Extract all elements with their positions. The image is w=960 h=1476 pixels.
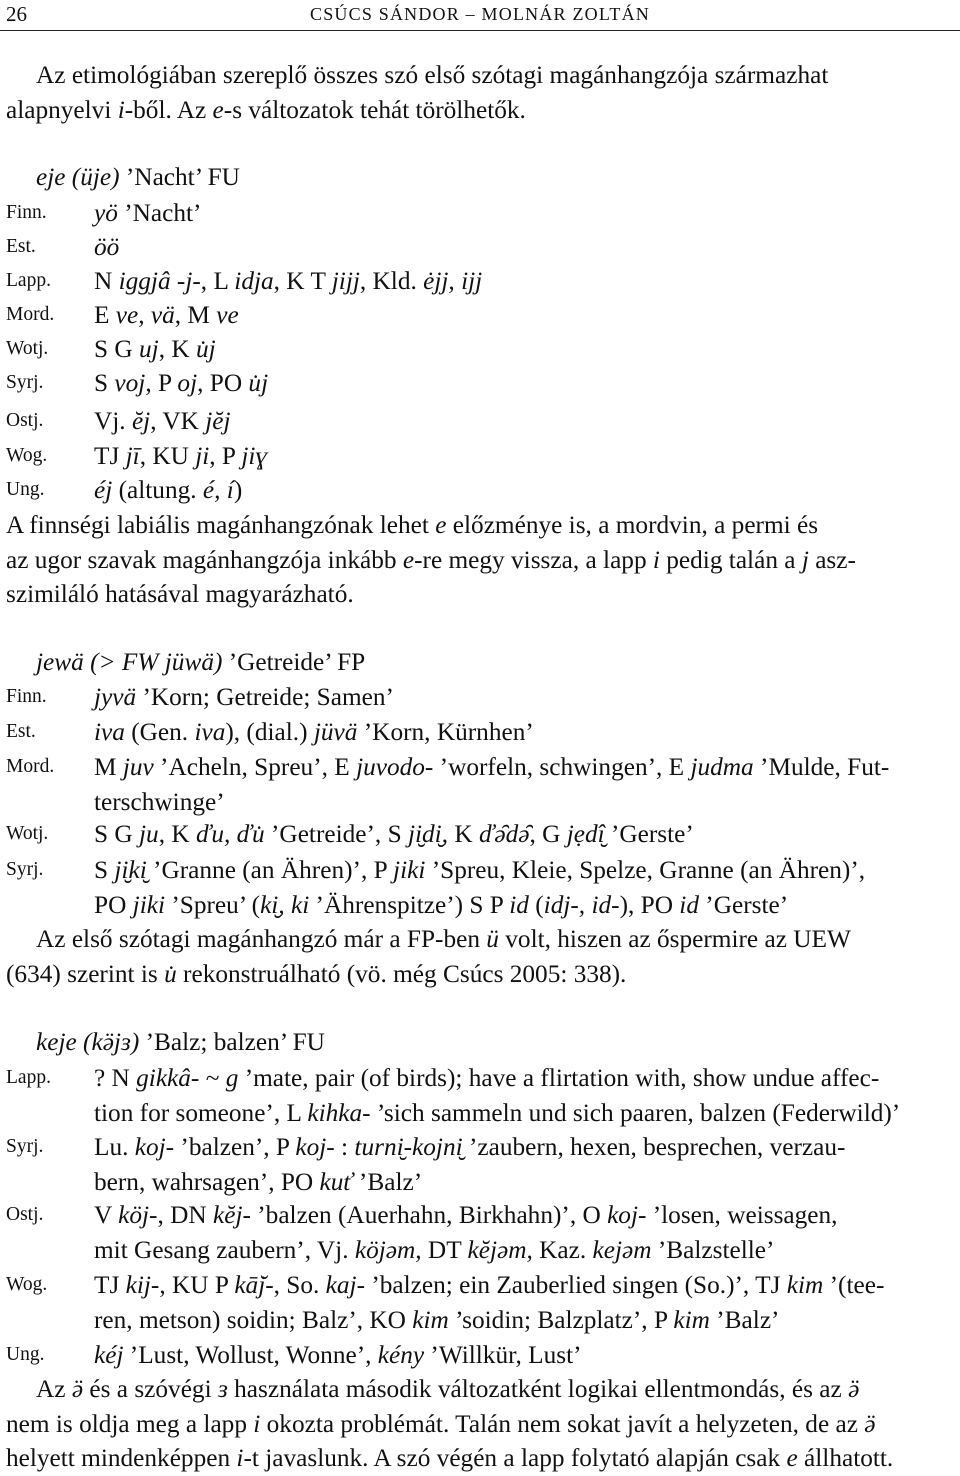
lang-row-ung: [6, 473, 952, 508]
form: turni̮-kojni̮: [354, 1133, 463, 1161]
language-label: Syrj.: [6, 1136, 44, 1157]
form: ďə̑də̑: [478, 820, 530, 848]
form: idj-, id-: [543, 890, 620, 919]
text: ’Acheln, Spreu’, E: [153, 753, 357, 781]
text: , G: [529, 820, 567, 848]
form: voj: [114, 369, 146, 397]
text: ’soidin; Balzplatz’, P: [448, 1305, 674, 1334]
text: ’sich sammeln und sich paaren, balzen (Federwild)’: [370, 1098, 901, 1127]
text: M: [94, 753, 123, 781]
text: A finnségi labiális magánhangzónak lehet: [6, 511, 436, 539]
text: , K T: [273, 267, 332, 295]
text: ’Spreu, Kleie, Spelze, Granne (an Ähren)’,: [425, 856, 866, 884]
text: terschwinge’: [94, 787, 225, 816]
text: (altung.: [112, 476, 203, 504]
text: ’Lust, Wollust, Wonne’,: [123, 1341, 378, 1369]
form: u̇j: [248, 369, 269, 397]
language-label: Syrj.: [6, 859, 44, 880]
text: (Gen.: [124, 718, 195, 746]
language-label: Wog.: [6, 1274, 48, 1295]
form: jijj: [331, 267, 360, 295]
lang-row-lapp: [6, 1061, 952, 1130]
form: ji̮di̮: [407, 820, 442, 848]
form: ėjj, ijj: [423, 267, 483, 295]
lang-row-wog: [6, 439, 952, 474]
lang-row-wotj: [6, 332, 952, 367]
form: juvodo-: [356, 753, 434, 781]
text: ’balzen’, P: [174, 1133, 296, 1161]
text: :: [334, 1133, 355, 1161]
language-label: Wotj.: [6, 338, 49, 359]
form: judma: [690, 753, 754, 781]
text: ’Spreu’ (: [165, 890, 261, 919]
lang-row-ung: [6, 1338, 952, 1373]
text: ’mate, pair (of birds); have a flirtation with, show undue affec-: [238, 1064, 880, 1092]
form: iggjâ -j-: [118, 267, 201, 295]
text: e: [212, 95, 224, 124]
text: e: [435, 511, 447, 539]
text: ӛ: [864, 1409, 876, 1438]
text: e: [402, 545, 415, 574]
form: jiɣ: [241, 442, 268, 470]
gloss: ’Nacht’ FU: [119, 163, 240, 191]
form: ju: [139, 820, 159, 848]
form: kĕj-: [213, 1201, 251, 1229]
form: juv: [122, 753, 154, 781]
text: előzménye is, a mordvin, a permi és: [446, 511, 819, 539]
text: helyett mindenképpen: [6, 1444, 237, 1472]
text: -t javaslunk. A szó végén a lapp folytató alapján csak: [243, 1444, 787, 1472]
text: Vj.: [94, 407, 132, 435]
form: ji̮ki̮: [114, 856, 147, 884]
form: jiki: [393, 856, 426, 884]
headword: keje (kӛjɜ): [36, 1028, 140, 1056]
text: ü: [486, 925, 499, 953]
text: , K: [158, 335, 196, 363]
text: alapnyelvi: [6, 95, 118, 124]
lang-row-mord: [6, 298, 952, 333]
text: i: [253, 1409, 261, 1438]
text: u̇: [164, 959, 177, 988]
form: ji: [195, 442, 210, 470]
intro-line-1: Az etimológiában szereplő összes szó első szótagi magánhangzója származhat: [36, 61, 829, 89]
text: szimiláló hatásával magyarázható.: [6, 580, 354, 608]
text: nem is oldja meg a lapp: [6, 1409, 254, 1438]
text: pedig talán a: [659, 545, 802, 574]
lang-row-mord: [6, 750, 952, 819]
text: rekonstruálható (vö. még Csúcs 2005: 338).: [176, 959, 627, 988]
text: ): [233, 476, 243, 504]
page-number: 26: [6, 2, 27, 26]
text: ’(tee-: [823, 1271, 885, 1299]
text: , K: [158, 820, 196, 848]
text: E: [94, 301, 116, 329]
form: koj-: [295, 1133, 335, 1161]
gloss: ’Korn; Getreide; Samen’: [136, 683, 394, 711]
gloss: ’Korn, Kürnhen’: [357, 718, 534, 746]
form: jüvä: [313, 718, 358, 746]
form: u̇j: [195, 335, 216, 363]
text: Az első szótagi magánhangzó már a FP-ben: [36, 925, 487, 953]
text: az ugor szavak magánhangzója inkább: [6, 545, 403, 574]
language-label: Ung.: [6, 479, 45, 500]
form: id: [679, 890, 699, 919]
gloss: ’Balz’: [709, 1305, 780, 1334]
text: i: [236, 1444, 244, 1472]
form: iva: [94, 718, 125, 746]
comment-paragraph-2: [6, 922, 952, 991]
form: kéj: [94, 1341, 124, 1369]
form: köjəm,: [354, 1235, 422, 1264]
text: Lu.: [94, 1133, 135, 1161]
text: állhatott.: [797, 1444, 894, 1472]
text: S: [94, 369, 115, 397]
form: ve, vä: [115, 301, 175, 329]
lang-row-ostj: [6, 1198, 952, 1267]
text: ren, metson) soidin; Balz’, KO: [94, 1305, 413, 1334]
text: Az: [36, 1375, 72, 1403]
text: mit Gesang zaubern’, Vj.: [94, 1235, 355, 1264]
text: használata második változatként logikai ellentmondás, és az: [227, 1375, 849, 1403]
text: ӛ: [848, 1375, 860, 1403]
text: (634) szerint is: [6, 959, 165, 988]
text: -s változatok tehát törölhetők.: [223, 95, 526, 124]
lang-row-syrj: [6, 366, 952, 401]
gloss: ’Balz’: [352, 1167, 423, 1196]
lang-row-wog: [6, 1268, 952, 1337]
text: ’Mulde, Fut-: [753, 753, 890, 781]
form: jī: [125, 442, 140, 470]
text: DT: [421, 1235, 468, 1264]
gloss: ’Gerste’: [698, 890, 789, 919]
text: -ből. Az: [124, 95, 213, 124]
form: kim: [412, 1305, 449, 1334]
lang-row-syrj: [6, 1130, 952, 1199]
form: jĕj: [205, 407, 231, 435]
text: ’zaubern, hexen, besprechen, verzau-: [462, 1133, 846, 1161]
text: és a szóvégi: [83, 1375, 218, 1403]
text: , VK: [150, 407, 206, 435]
form: id: [509, 890, 529, 919]
text: (: [528, 890, 544, 919]
form: éj: [94, 476, 113, 504]
language-label: Finn.: [6, 202, 47, 223]
gloss: ’Gerste’: [604, 820, 694, 848]
text: TJ: [94, 1271, 126, 1299]
language-label: Est.: [6, 721, 36, 742]
form: ďu, ďu̇: [195, 820, 265, 848]
language-label: Finn.: [6, 686, 47, 707]
intro-paragraph: [6, 58, 952, 127]
language-label: Est.: [6, 236, 36, 257]
text: e: [786, 1444, 798, 1472]
form: öö: [94, 233, 120, 261]
form: köj-: [118, 1201, 158, 1229]
lang-row-ostj: [6, 404, 952, 439]
text: -re megy vissza, a lapp: [414, 545, 653, 574]
entry-headword-jewa: [36, 645, 365, 679]
form: kim: [786, 1271, 824, 1299]
text: , KU: [139, 442, 196, 470]
language-label: Lapp.: [6, 1067, 51, 1088]
text: Kaz.: [532, 1235, 593, 1264]
lang-row-finn: [6, 196, 952, 231]
text: ɜ: [217, 1375, 228, 1403]
text: , KU P: [159, 1271, 235, 1299]
text: bern, wahrsagen’, PO: [94, 1167, 320, 1196]
gloss: ’Getreide’ FP: [222, 648, 366, 676]
text: TJ: [94, 442, 126, 470]
text: ’balzen (Auerhahn, Birkhahn)’, O: [250, 1201, 608, 1229]
text: , DN: [157, 1201, 213, 1229]
text: asz-: [808, 545, 856, 574]
form: ki̮, ki: [260, 890, 310, 919]
lang-row-lapp: [6, 264, 952, 299]
text: , P: [145, 369, 178, 397]
headword: jewä (> FW jüwä): [36, 648, 223, 676]
lang-row-syrj: [6, 853, 952, 922]
comment-paragraph-3: [6, 1372, 952, 1476]
text: S G: [94, 335, 139, 363]
form: jẹdî̮: [566, 820, 605, 848]
language-label: Ostj.: [6, 1204, 44, 1225]
text: j: [801, 545, 809, 574]
text: , K: [441, 820, 479, 848]
text: , Kld.: [359, 267, 424, 295]
lang-row-finn: [6, 680, 952, 715]
lang-row-wotj: [6, 817, 952, 852]
form: koj-: [607, 1201, 647, 1229]
text: okozta problémát. Talán nem sokat javít a helyzeten, de az: [260, 1409, 865, 1438]
text: ӛ: [71, 1375, 84, 1403]
text: i: [652, 545, 660, 574]
text: , P: [209, 442, 242, 470]
form: ĕj: [131, 407, 151, 435]
language-label: Mord.: [6, 304, 55, 325]
form: yö: [94, 199, 118, 227]
headword: eje (üje): [36, 163, 120, 191]
form: koj-: [134, 1133, 175, 1161]
form: kā̆j-: [234, 1271, 274, 1299]
language-label: Syrj.: [6, 372, 44, 393]
form: ve: [216, 301, 239, 329]
text: , M: [174, 301, 217, 329]
text: ? N: [94, 1064, 137, 1092]
form: kuť: [319, 1167, 353, 1196]
text: ’Ährenspitze’) S P: [309, 890, 510, 919]
text: ’losen, weissagen,: [646, 1201, 838, 1229]
running-title: CSÚCS SÁNDOR – MOLNÁR ZOLTÁN: [310, 4, 650, 24]
entry-headword-keje: [36, 1025, 325, 1059]
text: ), PO: [619, 890, 680, 919]
text: N: [94, 267, 119, 295]
text: ’Getreide’, S: [264, 820, 408, 848]
text: ~: [199, 1064, 226, 1092]
form: kény: [377, 1341, 425, 1369]
text: i: [117, 95, 125, 124]
form: jyvä: [94, 683, 137, 711]
language-label: Ung.: [6, 1344, 45, 1365]
form: gikkâ-: [136, 1064, 200, 1092]
lang-row-est: [6, 230, 952, 265]
text: ’worfeln, schwingen’, E: [433, 753, 691, 781]
form: kim: [673, 1305, 710, 1334]
form: g: [225, 1064, 239, 1092]
text: S: [94, 856, 115, 884]
text: volt, hiszen az őspermire az UEW: [498, 925, 851, 953]
language-label: Ostj.: [6, 410, 44, 431]
form: kejəm: [592, 1235, 652, 1264]
lang-row-est: [6, 715, 952, 750]
form: oj: [177, 369, 198, 397]
text: , So.: [273, 1271, 326, 1299]
form: kihka-: [307, 1098, 371, 1127]
text: tion for someone’, L: [94, 1098, 308, 1127]
text: S G: [94, 820, 139, 848]
language-label: Mord.: [6, 756, 55, 777]
gloss: ’Balz; balzen’ FU: [139, 1028, 325, 1056]
form: idja: [234, 267, 274, 295]
form: é, í: [202, 476, 234, 504]
comment-paragraph-1: [6, 508, 952, 612]
text: ’Granne (an Ähren)’, P: [146, 856, 394, 884]
text: , L: [200, 267, 235, 295]
text: V: [94, 1201, 119, 1229]
gloss: ’Nacht’: [117, 199, 202, 227]
form: iva: [194, 718, 226, 746]
form: kij-: [125, 1271, 160, 1299]
form: jiki: [132, 890, 165, 919]
form: kaj-: [325, 1271, 366, 1299]
gloss: ’Balzstelle’: [651, 1235, 775, 1264]
gloss: ’Willkür, Lust’: [424, 1341, 582, 1369]
language-label: Wog.: [6, 445, 48, 466]
language-label: Lapp.: [6, 270, 51, 291]
text: ’balzen; ein Zauberlied singen (So.)’, TJ: [365, 1271, 787, 1299]
language-label: Wotj.: [6, 823, 49, 844]
text: ), (dial.): [225, 718, 314, 746]
form: kĕjəm,: [467, 1235, 533, 1264]
running-header: [0, 0, 960, 31]
entry-headword-eje: [36, 160, 240, 194]
text: , PO: [197, 369, 249, 397]
text: PO: [94, 890, 133, 919]
form: uj: [139, 335, 159, 363]
